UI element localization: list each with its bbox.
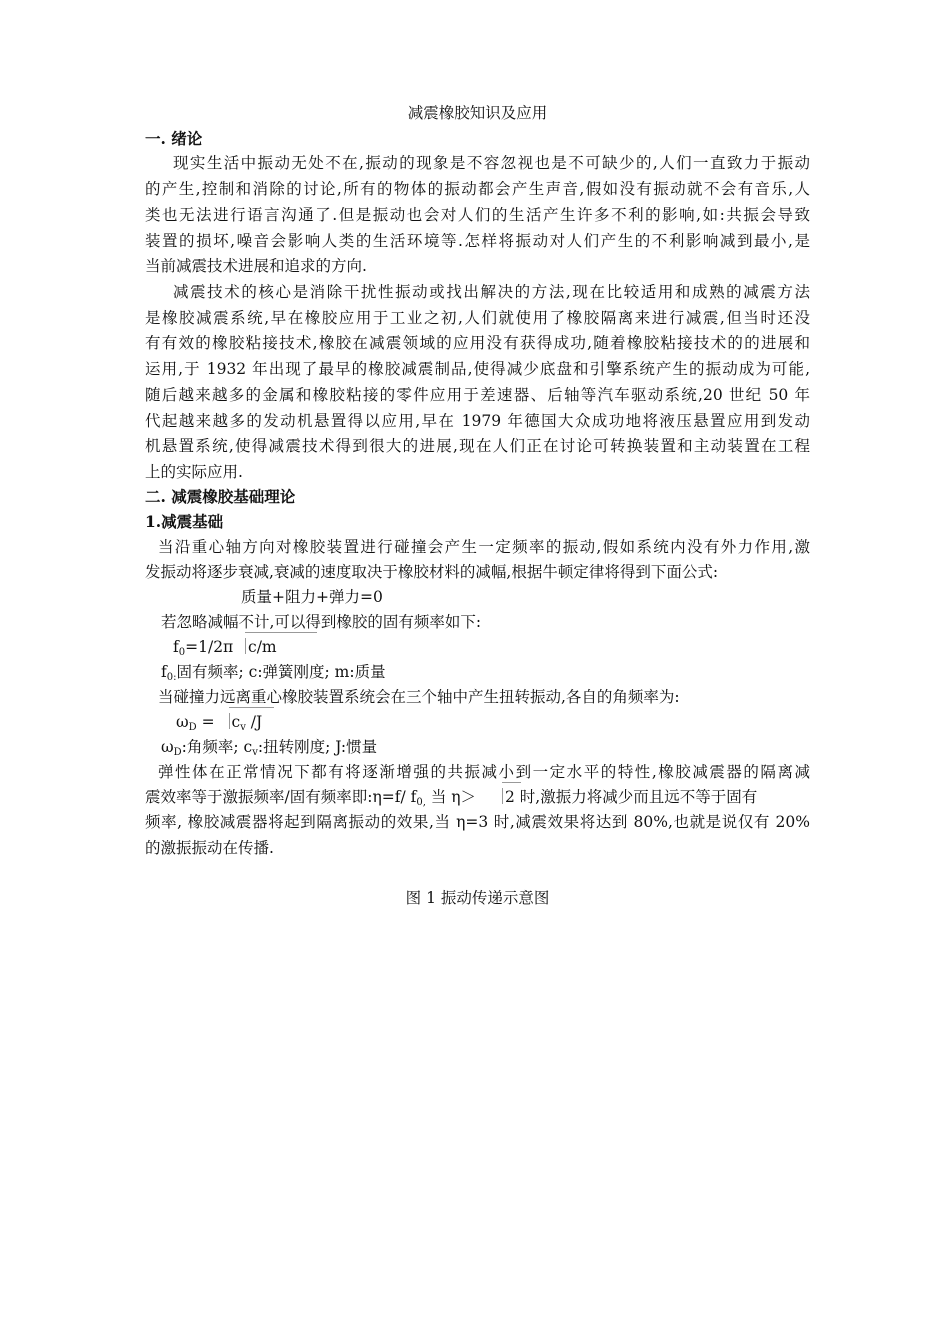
paragraph-line: 弹性体在正常情况下都有将逐渐增强的共振减小到一定水平的特性,橡胶减震器的隔离减	[158, 763, 810, 781]
paragraph-line: 上的实际应用.	[145, 463, 243, 481]
square-root-sign: $c_v$	[232, 709, 246, 735]
paragraph-line: 运用,于 1932 年出现了最早的橡胶减震制品,使得减少底盘和引擎系统产生的振动成为可能,	[145, 360, 810, 378]
paragraph-line: 类也无法进行语言沟通了.但是振动也会对人们的生活产生许多不利的影响,如:共振会导致	[145, 206, 810, 224]
paragraph-line: 的激振振动在传播.	[145, 839, 274, 857]
paragraph-line: 频率, 橡胶减震器将起到隔离振动的效果,当 η=3 时,减震效果将达到 80%,也就是说仅有 20%	[145, 813, 810, 831]
paragraph-line: 现实生活中振动无处不在,振动的现象是不容忽视也是不可缺少的,人们一直致力于振动	[173, 154, 810, 172]
paragraph-line: 代起越来越多的发动机悬置得以应用,早在 1979 年德国大众成功地将液压悬置应用到发动	[145, 412, 810, 430]
paragraph-line: 有有效的橡胶粘接技术,橡胶在减震领域的应用没有获得成功,随着橡胶粘接技术的的进展和	[145, 334, 810, 352]
square-root-sign: 2	[505, 784, 515, 810]
paragraph-line: 若忽略减幅不计,可以得到橡胶的固有频率如下:	[161, 613, 482, 631]
paragraph-line: 装置的损坏,噪音会影响人类的生活环境等.怎样将振动对人们产生的不利影响减到最小,是	[145, 232, 810, 250]
formula-natural-frequency: $f_0=1/2\pi$ c/m	[173, 634, 838, 660]
paragraph-line: 是橡胶减震系统,早在橡胶应用于工业之初,人们就使用了橡胶隔离来进行减震,但当时还没	[145, 309, 810, 327]
paragraph-line: 发振动将逐步衰减,衰减的速度取决于橡胶材料的减幅,根据牛顿定律将得到下面公式:	[145, 563, 719, 581]
section-heading-intro: 一. 绪论	[145, 129, 203, 148]
paragraph-line: 减震技术的核心是消除干扰性振动或找出解决的方法,现在比较适用和成熟的减震方法	[173, 283, 810, 301]
paragraph-line: 机悬置系统,使得减震技术得到很大的进展,现在人们正在讨论可转换装置和主动装置在工程	[145, 437, 810, 455]
paragraph-line: 的产生,控制和消除的讨论,所有的物体的振动都会产生声音,假如没有振动就不会有音乐,人	[145, 180, 810, 198]
figure-caption: 图 1 振动传递示意图	[405, 889, 550, 907]
formula-legend-2: $\omega_D$:角频率; $c_v$:扭转刚度; J:惯量	[161, 738, 378, 758]
formula-legend-1: $f_{0:}$固有频率; c:弹簧刚度; m:质量	[161, 663, 386, 683]
paragraph-line: 当沿重心轴方向对橡胶装置进行碰撞会产生一定频率的振动,假如系统内没有外力作用,激	[158, 538, 810, 556]
paragraph-line-isolation: 震效率等于激振频率/固有频率即:η=f/ $f_{0,}$ 当 η＞ 2 时,激振力将减少而且远不等于固有	[145, 784, 810, 810]
subsection-heading: 1.减震基础	[145, 512, 224, 531]
paragraph-line: 当碰撞力远离重心橡胶装置系统会在三个轴中产生扭转振动,各自的角频率为:	[158, 688, 680, 706]
document-title: 减震橡胶知识及应用	[407, 104, 548, 122]
formula-angular-frequency: $\omega_D$ = $c_v$ /J	[176, 709, 841, 735]
formula-equilibrium: 质量+阻力+弹力=0	[241, 588, 383, 606]
section-heading-theory: 二. 减震橡胶基础理论	[145, 487, 296, 506]
paragraph-line: 当前减震技术进展和追求的方向.	[145, 257, 367, 275]
square-root-sign: c/m	[248, 634, 277, 660]
paragraph-line: 随后越来越多的金属和橡胶粘接的零件应用于差速器、后轴等汽车驱动系统,20 世纪 50 年	[145, 386, 810, 404]
